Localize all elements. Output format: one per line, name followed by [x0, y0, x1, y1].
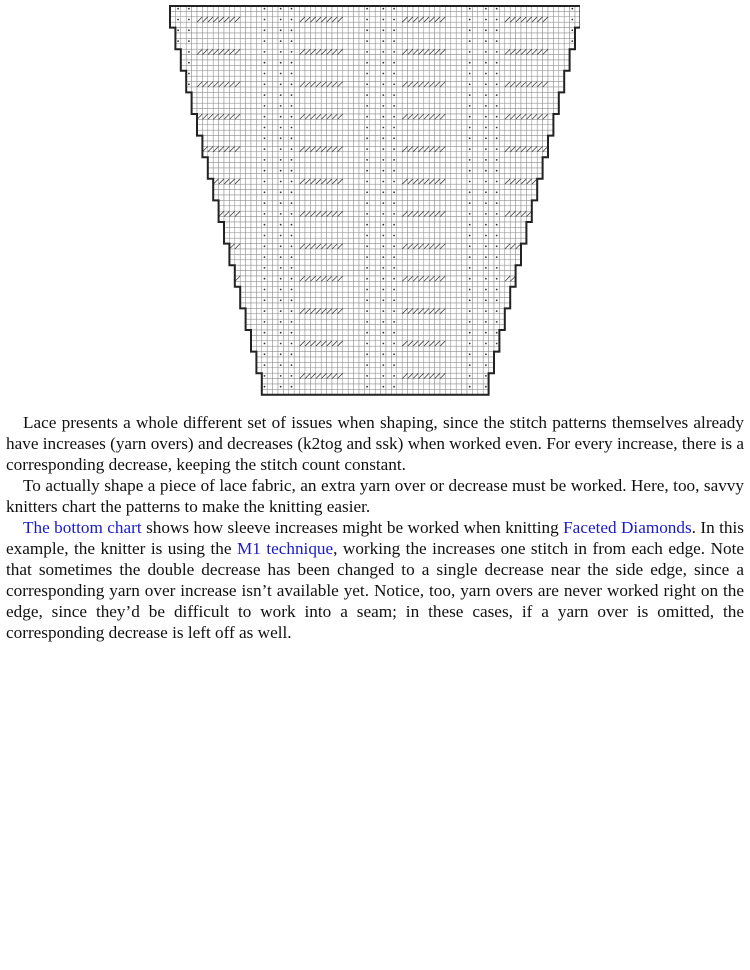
chart-row [208, 157, 543, 162]
paragraph-sleeve-chart [6, 517, 744, 643]
paragraph-text: . In this example, the knitter is using the [6, 518, 744, 558]
m1-technique-link[interactable]: M1 technique [236, 539, 334, 558]
chart-row [251, 346, 499, 351]
article-body [6, 412, 744, 643]
chart-row [251, 341, 499, 346]
chart-row [192, 109, 559, 114]
chart-row [224, 222, 526, 227]
chart-row [208, 173, 543, 178]
chart-row [219, 200, 532, 205]
chart-row [262, 384, 489, 389]
chart-row [192, 103, 559, 108]
knitting-chart-figure [168, 4, 580, 398]
chart-row [181, 55, 570, 60]
chart-row [202, 141, 548, 146]
chart-row [170, 22, 580, 27]
chart-row [175, 28, 575, 33]
chart-row [219, 211, 532, 216]
chart-row [186, 87, 564, 92]
chart-row [262, 379, 489, 384]
chart-row [246, 314, 505, 319]
bottom-chart-link[interactable]: The bottom chart [23, 518, 142, 537]
chart-row [229, 260, 521, 265]
chart-row [224, 238, 526, 243]
chart-row [251, 330, 499, 335]
chart-row [213, 179, 537, 184]
chart-row [235, 281, 516, 286]
chart-row [175, 44, 575, 49]
chart-row [219, 217, 532, 222]
chart-row [186, 71, 564, 76]
paragraph-lace-shaping: Lace presents a whole different set of issues when shaping, since the stitch patterns themselves already have increases (yarn overs) and decreases (k2tog and ssk) when worked even. For every increase, there is a corresponding decrease, keeping the stitch count constant. [6, 413, 744, 474]
chart-row [229, 249, 521, 254]
chart-row [213, 184, 537, 189]
chart-row [213, 195, 537, 200]
chart-row [186, 76, 564, 81]
chart-row [213, 190, 537, 195]
paragraph-shape-lace: To actually shape a piece of lace fabric, an extra yarn over or decrease must be worked. Here, too, savvy knitters chart the patterns to make the knitting easier. [6, 476, 744, 516]
chart-row [208, 163, 543, 168]
knitting-chart-icon [168, 4, 580, 398]
chart-row [192, 98, 559, 103]
chart-row [246, 325, 505, 330]
chart-row [256, 357, 494, 362]
chart-row [192, 92, 559, 97]
chart-row [235, 276, 516, 281]
chart-row [197, 119, 553, 124]
chart-row [170, 11, 580, 16]
chart-row [208, 168, 543, 173]
chart-row [246, 319, 505, 324]
chart-row [251, 335, 499, 340]
chart-row [197, 130, 553, 135]
chart-row [229, 254, 521, 259]
chart-row [224, 227, 526, 232]
chart-row [202, 152, 548, 157]
chart-row [181, 60, 570, 65]
chart-row [240, 303, 510, 308]
chart-row [240, 292, 510, 297]
chart-row [224, 233, 526, 238]
chart-row [229, 244, 521, 249]
chart-row [246, 308, 505, 313]
faceted-diamonds-link[interactable]: Faceted Diamonds [563, 518, 692, 537]
paragraph-text: , working the increases one stitch in from each edge. Note that sometimes the double decrease has been changed to a single decrease near the side edge, since a corresponding yarn over increase isn’t available yet. Notice, too, yarn overs are never worked right on the edge, since they’d be difficult to work into a seam; in these cases, if a yarn over is omitted, the corresponding decrease is left off as well. [6, 539, 744, 642]
chart-row [262, 373, 489, 378]
chart-row [256, 368, 494, 373]
chart-row [235, 271, 516, 276]
chart-row [181, 65, 570, 70]
chart-row [175, 33, 575, 38]
chart-row [175, 38, 575, 43]
paragraph-text: shows how sleeve increases might be worked when knitting [141, 518, 564, 537]
chart-row [219, 206, 532, 211]
chart-row [197, 125, 553, 130]
chart-row [197, 114, 553, 119]
chart-row [235, 265, 516, 270]
